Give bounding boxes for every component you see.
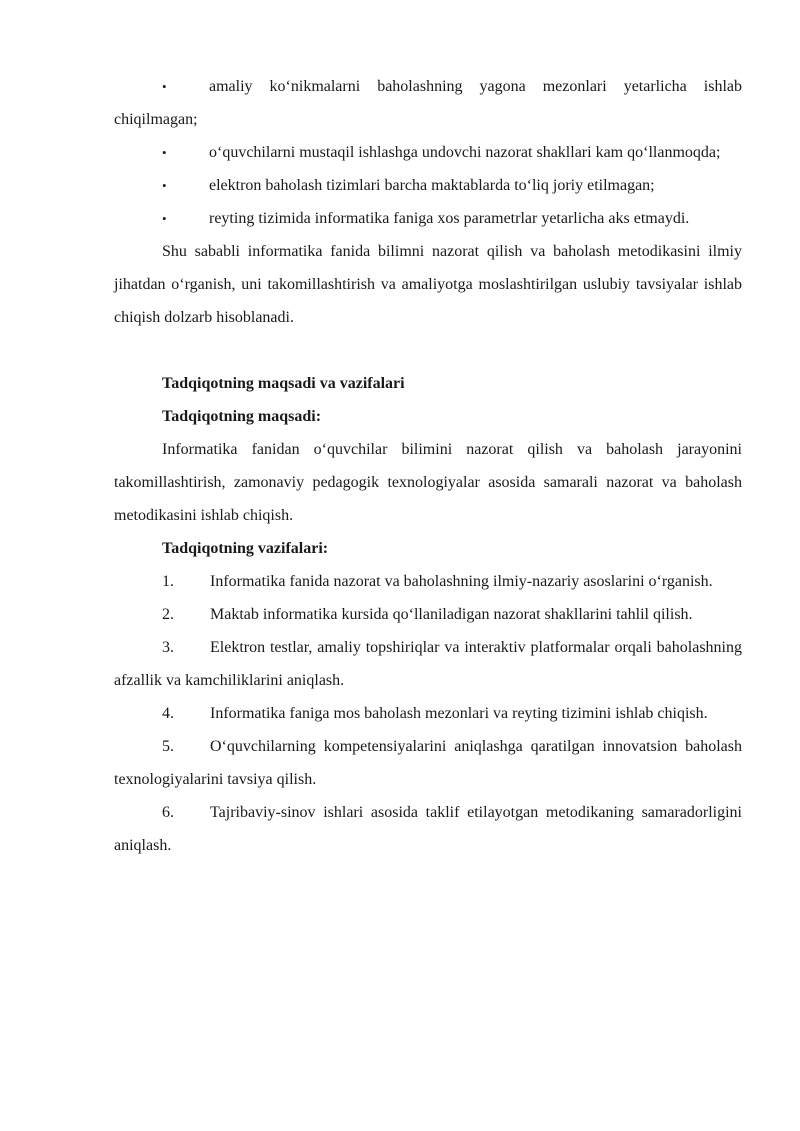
bullet-list [114, 70, 742, 235]
list-item [114, 697, 742, 730]
list-item [114, 796, 742, 862]
list-item [114, 565, 742, 598]
list-number: 1. [162, 573, 174, 590]
document-page [114, 70, 742, 862]
bullet-marker: • [162, 178, 167, 193]
list-item [114, 70, 742, 136]
goal-heading: Tadqiqotning maqsadi: [162, 408, 322, 425]
bullet-marker: • [162, 79, 167, 94]
list-item [114, 598, 742, 631]
list-item [114, 202, 742, 235]
list-item [114, 730, 742, 796]
list-item-text: Informatika faniga mos baholash mezonlari va reyting tizimini ishlab chiqish. [210, 705, 708, 722]
section-heading: Tadqiqotning maqsadi va vazifalari [162, 375, 405, 392]
list-item-text: Maktab informatika kursida qo‘llaniladigan nazorat shakllarini tahlil qilish. [210, 606, 693, 623]
list-item-text: amaliy ko‘nikmalarni baholashning yagona mezonlari yetarlicha ishlab chiqilmagan; [114, 78, 742, 128]
bullet-marker: • [162, 211, 167, 226]
list-item-text: elektron baholash tizimlari barcha maktablarda to‘liq joriy etilmagan; [209, 177, 655, 194]
goal-paragraph: Informatika fanidan o‘quvchilar bilimini nazorat qilish va baholash jarayonini takomillashtirish, zamonaviy pedagogik texnologiyalar asosida samarali nazorat va baholash metodikasini ishlab chiqish. [114, 441, 742, 524]
list-number: 2. [162, 606, 174, 623]
list-item-text: Informatika fanida nazorat va baholashning ilmiy-nazariy asoslarini o‘rganish. [210, 573, 713, 590]
list-item [114, 136, 742, 169]
conclusion-paragraph: Shu sababli informatika fanida bilimni nazorat qilish va baholash metodikasini ilmiy jihatdan o‘rganish, uni takomillashtirish va amaliyotga moslashtirilgan uslubiy tavsiyalar ishlab chiqish dolzarb hisoblanadi. [114, 243, 742, 326]
tasks-list [114, 565, 742, 862]
bullet-marker: • [162, 145, 167, 160]
list-item-text: Elektron testlar, amaliy topshiriqlar va interaktiv platformalar orqali baholashning afzallik va kamchiliklarini aniqlash. [114, 639, 742, 689]
tasks-heading: Tadqiqotning vazifalari: [162, 540, 329, 557]
list-number: 4. [162, 705, 174, 722]
list-item [114, 169, 742, 202]
list-number: 6. [162, 804, 174, 821]
list-item-text: Tajribaviy-sinov ishlari asosida taklif etilayotgan metodikaning samaradorligini aniqlash. [114, 804, 742, 854]
list-item [114, 631, 742, 697]
list-item-text: O‘quvchilarning kompetensiyalarini aniqlashga qaratilgan innovatsion baholash texnologiyalarini tavsiya qilish. [114, 738, 742, 788]
list-number: 5. [162, 738, 174, 755]
list-number: 3. [162, 639, 174, 656]
list-item-text: o‘quvchilarni mustaqil ishlashga undovchi nazorat shakllari kam qo‘llanmoqda; [209, 144, 721, 161]
paragraph-spacer [114, 334, 742, 367]
list-item-text: reyting tizimida informatika faniga xos parametrlar yetarlicha aks etmaydi. [209, 210, 690, 227]
